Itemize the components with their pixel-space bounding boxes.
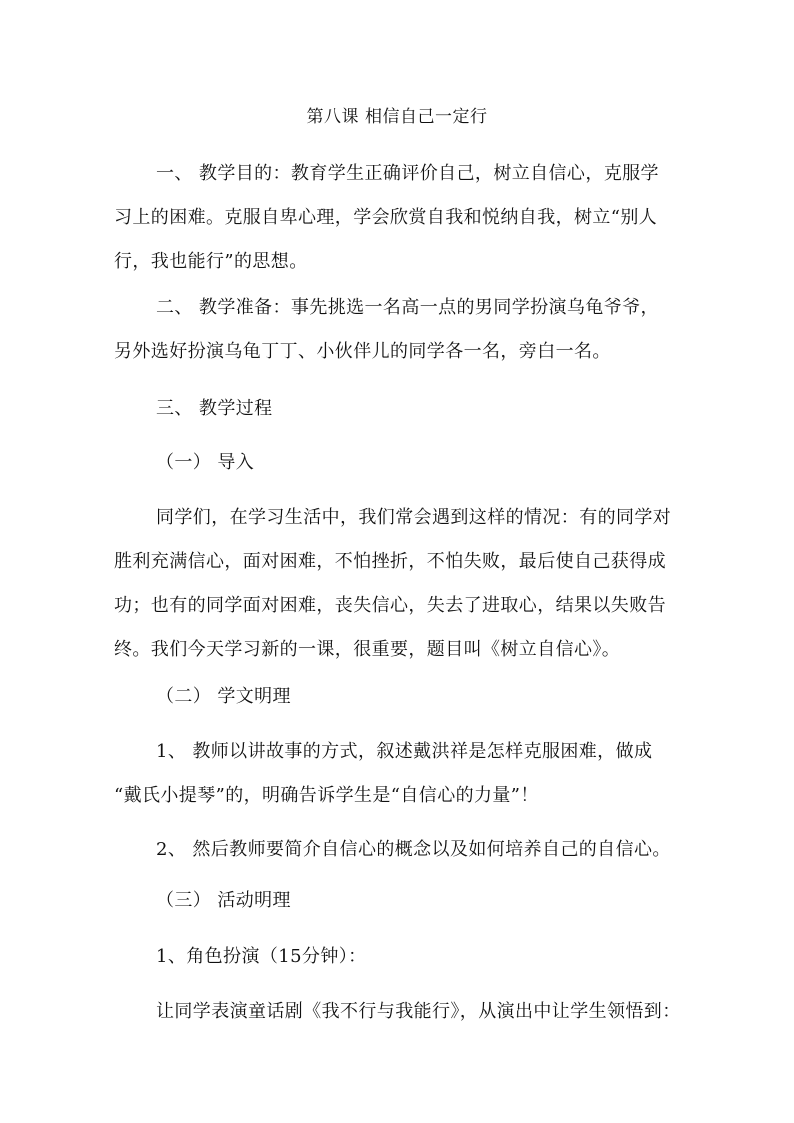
paragraph-line: 胜利充满信心，面对困难，不怕挫折，不怕失败，最后使自己获得成 [114,551,666,572]
section-teaching-preparation [114,286,682,374]
part-introduction-heading: （一） 导入 [156,452,255,473]
part-activity-item-1-text [114,990,682,1034]
part-activity-heading: （三） 活动明理 [156,890,291,911]
paragraph-line: 1、 教师以讲故事的方式，叙述戴洪祥是怎样克服困难，做成 [156,741,653,762]
part-introduction-text [114,496,682,672]
paragraph-line: 另外选好扮演乌龟丁丁、小伙伴儿的同学各一名，旁白一名。 [114,341,611,362]
section-teaching-goal [114,152,682,284]
paragraph-line: 功；也有的同学面对困难，丧失信心，失去了进取心，结果以失败告 [114,595,666,616]
part-activity-item-1: 1、角色扮演（15分钟）： [156,946,367,967]
paragraph-line: 习上的困难。克服自卑心理，学会欣赏自我和悦纳自我，树立“别人 [114,207,658,228]
paragraph-line: 终。我们今天学习新的一课，很重要，题目叫《树立自信心》。 [114,639,621,660]
paragraph-line: “戴氏小提琴”的，明确告诉学生是“自信心的力量”！ [114,785,539,806]
paragraph-line: 让同学表演童话剧《我不行与我能行》，从演出中让学生领悟到： [156,1001,681,1022]
paragraph-line: 二、 教学准备：事先挑选一名高一点的男同学扮演乌龟爷爷， [156,297,659,318]
paragraph-line: 同学们，在学习生活中，我们常会遇到这样的情况：有的同学对 [156,507,672,528]
section-teaching-process-heading: 三、 教学过程 [156,398,273,419]
paragraph-line: 一、 教学目的：教育学生正确评价自己，树立自信心，克服学 [156,163,659,184]
part-learning-item-1 [114,730,682,818]
part-learning-heading: （二） 学文明理 [156,686,291,707]
part-learning-item-2 [114,828,682,872]
page-title: 第八课 相信自己一定行 [306,107,488,127]
paragraph-line: 2、 然后教师要简介自信心的概念以及如何培养自己的自信心。 [156,839,671,860]
paragraph-line: 行，我也能行”的思想。 [114,251,308,272]
